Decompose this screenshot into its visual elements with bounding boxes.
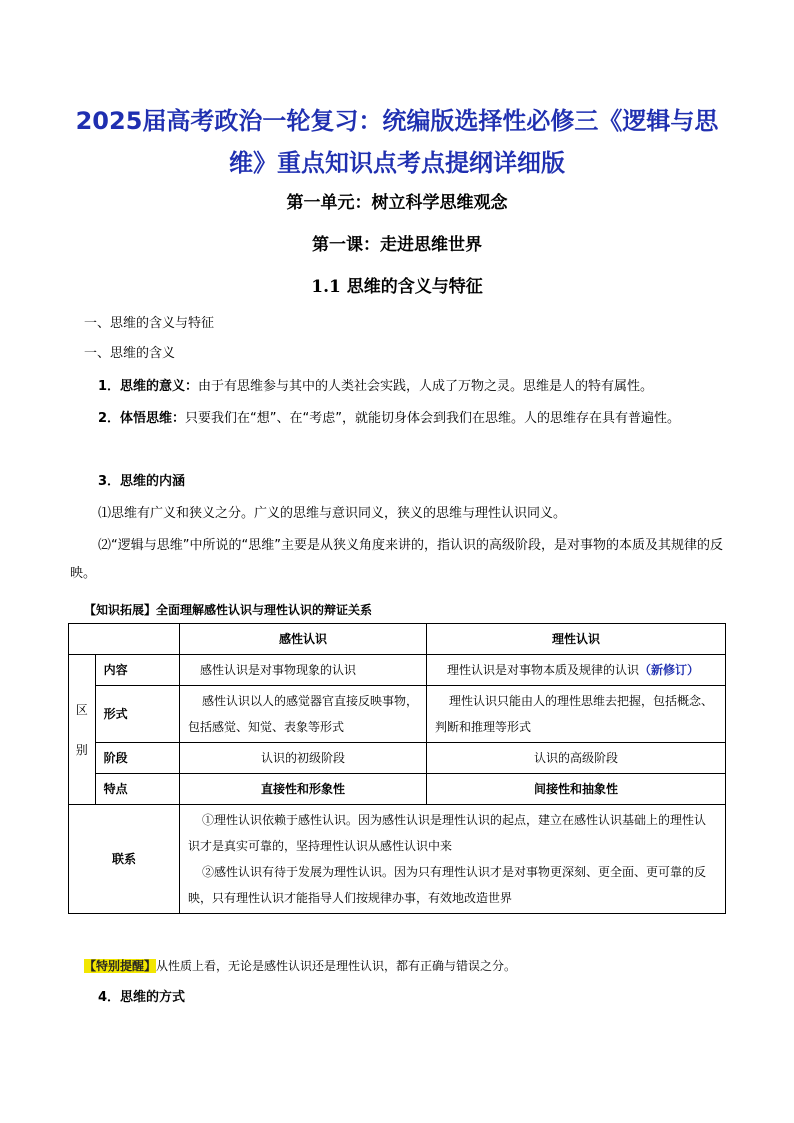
table-row-label: 特点 [95,774,179,805]
table-cell-perceptual: 认识的初级阶段 [180,743,427,774]
heading-1: 一、思维的含义与特征 [84,316,215,331]
link-point-1: ①理性认识依赖于感性认识。因为感性认识是理性认识的起点，建立在感性认识基础上的理性认识才是真实可靠的，坚持理性认识从感性认识中来 [188,813,707,853]
table-cell-rational: 理性认识只能由人的理性思维去把握，包括概念、判断和推理等形式 [427,686,726,743]
group-label-1: 区 [75,702,88,717]
section-heading: 1.1 思维的含义与特征 [311,277,483,297]
table-row-label: 阶段 [95,743,179,774]
link-point-2: ②感性认识有待于发展为理性认识。因为只有理性认识才是对事物更深刻、更全面、更可靠的反映，只有理性认识才能指导人们按规律办事，有效地改造世界 [188,865,707,905]
table-row-label: 形式 [95,686,179,743]
special-reminder-tag: 【特别提醒】 [84,959,157,973]
knowledge-table [68,623,726,914]
table-corner-cell [69,624,180,655]
table-link-content [180,805,726,914]
table-link-label: 联系 [69,805,180,914]
table-header-perceptual: 感性认识 [180,624,427,655]
paragraph-logic-thinking: ⑵“逻辑与思维”中所说的“思维”主要是从狭义角度来讲的，指认识的高级阶段，是对事物的本质及其规律的反映。 [70,538,723,581]
table-row [69,686,726,743]
paragraph-experience-label: 2．体悟思维： [98,411,186,426]
table-header-row [69,624,726,655]
table-row [69,743,726,774]
rational-content-text: 理性认识是对事物本质及规律的认识 [447,663,640,677]
table-cell-perceptual: 感性认识以人的感觉器官直接反映事物，包括感觉、知觉、表象等形式 [180,686,427,743]
document-title: 2025届高考政治一轮复习：统编版选择性必修三《逻辑与思维》重点知识点考点提纲详细版 [75,107,719,177]
table-cell-perceptual: 感性认识是对事物现象的认识 [180,655,427,686]
revised-note: （新修订） [639,663,700,677]
heading-2: 一、思维的含义 [84,346,176,361]
paragraph-connotation-heading [70,468,730,496]
table-row [69,655,726,686]
paragraph-experience-text: 只要我们在“想”、在“考虑”，就能切身体会到我们在思维。人的思维存在具有普遍性。 [185,411,680,426]
methods-label: 4．思维的方式 [98,990,186,1005]
paragraph-methods-heading [98,984,758,1012]
paragraph-meaning [70,373,730,401]
table-cell-rational [427,655,726,686]
table-cell-perceptual: 直接性和形象性 [180,774,427,805]
table-row-link [69,805,726,914]
table-group-difference [69,655,96,805]
special-reminder-text: 从性质上看，无论是感性认识还是理性认识，都有正确与错误之分。 [156,959,517,973]
table-cell-rational: 间接性和抽象性 [427,774,726,805]
knowledge-expansion-text: 【知识拓展】全面理解感性认识与理性认识的辩证关系 [84,603,373,617]
connotation-label: 3．思维的内涵 [98,474,186,489]
special-reminder [84,952,744,980]
table-header-rational: 理性认识 [427,624,726,655]
paragraph-meaning-label: 1．思维的意义： [98,379,199,394]
table-row [69,774,726,805]
group-label-2: 别 [75,742,88,757]
paragraph-experience [70,405,730,433]
table-cell-rational: 认识的高级阶段 [427,743,726,774]
paragraph-broad-narrow: ⑴思维有广义和狭义之分。广义的思维与意识同义，狭义的思维与理性认识同义。 [98,506,567,521]
paragraph-meaning-text: 由于有思维参与其中的人类社会实践，人成了万物之灵。思维是人的特有属性。 [198,379,654,394]
table-row-label: 内容 [95,655,179,686]
lesson-heading: 第一课：走进思维世界 [312,235,482,255]
unit-heading: 第一单元：树立科学思维观念 [286,193,508,213]
knowledge-expansion-label [84,596,744,624]
